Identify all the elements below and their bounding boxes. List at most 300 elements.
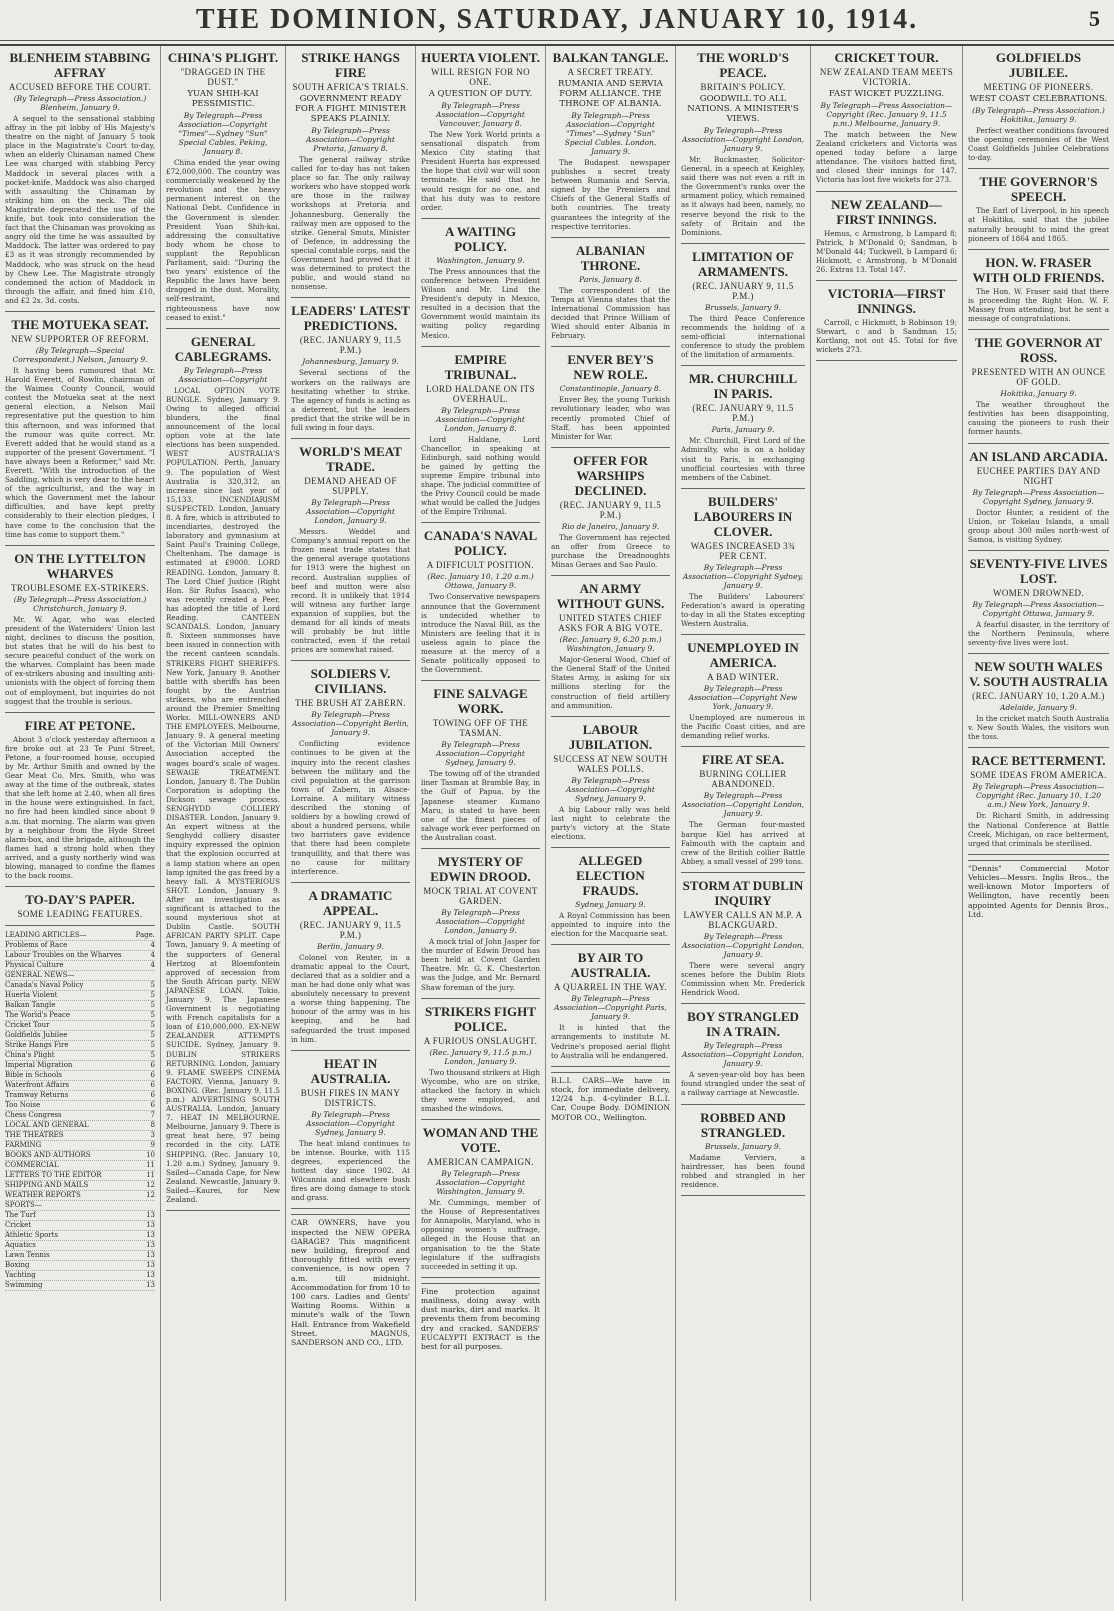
- index-entry: [5, 951, 155, 961]
- story-headline: ON THE LYTTELTON WHARVES: [14, 550, 146, 581]
- news-story: [291, 444, 410, 654]
- story-headline: WOMAN AND THE VOTE.: [422, 1125, 539, 1156]
- story-deck: NEW SUPPORTER OF REFORM.: [11, 333, 149, 344]
- story-body: The Government has rejected an offer from Greece to purchase the Dreadnoughts Minas Geraes and Sao Paulo.: [551, 532, 670, 570]
- story-dateline: By Telegraph—Press Association—Copyright Pretoria, January 8.: [306, 126, 395, 153]
- index-label: Cricket: [5, 1221, 32, 1230]
- index-label: LETTERS TO THE EDITOR: [5, 1171, 102, 1180]
- story-body: Unemployed are numerous in the Pacific Coast cities, and are demanding relief works.: [681, 713, 805, 741]
- story-divider: [816, 280, 957, 281]
- story-body: A Royal Commission has been appointed to inquire into the election for the Macquarie seat.: [551, 911, 670, 939]
- index-entry: [5, 981, 155, 991]
- story-headline: MYSTERY OF EDWIN DROOD.: [430, 854, 531, 885]
- story-body: The correspondent of the Temps at Vienna states that the International Commission has decided that Prince William of Wied should enter Albania in February.: [551, 285, 670, 341]
- story-body: Conflicting evidence continues to be given at the inquiry into the recent clashes between the military and the civil population at the garrison town of Zabern, in Alsace-Lorraine. A military witness described the stoning of soldiers by a howling crowd of about a hundred persons, while two barristers gave evidence that there had been complete tranquillity, and that there was no cause for military interference.: [291, 739, 410, 876]
- news-story: [421, 1125, 540, 1271]
- index-entry: [5, 1271, 155, 1281]
- index-entry: [5, 1091, 155, 1101]
- index-entry: [5, 1131, 155, 1141]
- story-dateline: By Telegraph—Press Association—Copyright London, January 9.: [306, 498, 395, 526]
- story-subdeck: WEST COAST CELEBRATIONS.: [969, 94, 1108, 104]
- story-body: The New York World prints a sensational dispatch from Mexico City stating that President Huerta has expressed the hope that civil war will soon terminate. He said that he would resign for no one, and that his duty was to restore order.: [421, 130, 540, 212]
- index-page: 13: [146, 1251, 155, 1260]
- story-dateline: By Telegraph—Press Association—Copyright Sydney, January 9.: [972, 487, 1105, 506]
- index-label: Athletic Sports: [5, 1231, 59, 1240]
- story-divider: [551, 944, 670, 945]
- news-story: [681, 371, 805, 481]
- story-deck: WILL RESIGN FOR NO ONE.: [430, 67, 531, 87]
- index-label: SHIPPING AND MAILS: [5, 1181, 89, 1190]
- story-divider: [681, 872, 805, 873]
- page-number: 5: [1089, 6, 1100, 31]
- story-deck: A QUARREL IN THE WAY.: [554, 982, 667, 993]
- story-divider: [421, 1119, 540, 1120]
- story-dateline: Sydney, January 9.: [575, 900, 646, 910]
- story-deck: "DRAGGED IN THE DUST.": [180, 67, 266, 87]
- story-headline: FIRE AT PETONE.: [24, 717, 136, 733]
- index-entry: [5, 1021, 155, 1031]
- story-deck: SUCCESS AT NEW SOUTH WALES POLLS.: [553, 753, 668, 774]
- index-page: 5: [150, 991, 155, 1000]
- story-dateline: Brussels, January 9.: [704, 1141, 782, 1151]
- story-divider: [421, 998, 540, 999]
- index-entry: [5, 1031, 155, 1041]
- story-headline: BLENHEIM STABBING AFFRAY: [9, 50, 151, 80]
- story-dateline: Hokitika, January 9.: [1000, 389, 1077, 399]
- index-page: 13: [146, 1241, 155, 1250]
- index-label: The World's Peace: [5, 1011, 71, 1020]
- story-headline: TO-DAY'S PAPER.: [25, 892, 135, 908]
- index-entry: [5, 1061, 155, 1071]
- story-body: In the cricket match South Australia v. New South Wales, the visitors won the toss.: [968, 714, 1109, 742]
- story-divider: [968, 747, 1109, 748]
- story-headline: BY AIR TO AUSTRALIA.: [570, 950, 651, 981]
- index-page: 13: [146, 1211, 155, 1220]
- story-deck: AMERICAN CAMPAIGN.: [427, 1157, 534, 1168]
- index-page: 5: [150, 1041, 155, 1050]
- news-story: [681, 640, 805, 740]
- news-story: [968, 556, 1109, 647]
- story-dateline: Paris, January 9.: [711, 425, 775, 435]
- index-page: 6: [150, 1101, 155, 1110]
- story-dateline: (By Telegraph—Press Association.) Hokitika, January 9.: [972, 106, 1105, 124]
- story-deck: (REC. JANUARY 9, 11.5 P.M.): [559, 499, 662, 520]
- story-deck: SOME IDEAS FROM AMERICA.: [970, 770, 1107, 781]
- index-entry: [5, 1141, 155, 1151]
- news-story: [291, 666, 410, 875]
- story-divider: [551, 237, 670, 238]
- story-body: The general railway strike called for to-day has not taken place so far. The only railway workers who have stopped work are those in the railway workshops at Pretoria and Johannesburg. Generally the railway men are opposed to the strike. General Smuts, Minister of Defence, in addressing the special constable corps, said the Government had proved that it was determined to protect the public, and would stand no nonsense.: [291, 155, 410, 292]
- index-page: 4: [150, 951, 155, 960]
- story-body: The weather throughout the festivities has been disappointing, causing the pioneers to rush their former haunts.: [968, 400, 1109, 437]
- story-dateline: By Telegraph—Press Association—Copyright Ottawa, January 9.: [972, 599, 1105, 618]
- story-divider: [551, 575, 670, 576]
- story-headline: THE WORLD'S PEACE.: [697, 50, 789, 80]
- news-story: [551, 581, 670, 710]
- story-body: Two thousand strikers at High Wycombe, who are on strike, attacked the factory in which they were employed, and smashed the windows.: [421, 1067, 540, 1113]
- news-story: [166, 334, 280, 1204]
- index-label: The Turf: [5, 1211, 36, 1220]
- index-label: THE THEATRES: [5, 1131, 64, 1140]
- story-headline: ROBBED AND STRANGLED.: [700, 1109, 786, 1140]
- index-page: 13: [146, 1231, 155, 1240]
- index-entry: [5, 1071, 155, 1081]
- story-headline: A DRAMATIC APPEAL.: [308, 887, 393, 918]
- story-deck: (REC. JANUARY 9, 11.5 P.M.): [692, 403, 794, 424]
- news-story: [5, 551, 155, 706]
- story-dateline: By Telegraph—Press Association—Copyright: [178, 365, 268, 384]
- column-2: [160, 46, 285, 1601]
- index-entry: [5, 1101, 155, 1111]
- index-entry: [5, 1221, 155, 1231]
- story-subdeck: RUMANIA AND SERVIA FORM ALLIANCE. THE THRONE OF ALBANIA.: [558, 79, 663, 109]
- story-headline: HEAT IN AUSTRALIA.: [310, 1055, 391, 1086]
- story-dateline: Washington, January 9.: [436, 255, 525, 265]
- story-dateline: Rio de Janeiro, January 9.: [561, 521, 660, 531]
- index-entry: [5, 931, 155, 941]
- story-body: The Press announces that the conference between President Wilson and Mr. Lind the President's deputy in Mexico, resulted in a decision that the Government would maintain its waiting policy regarding Mexico.: [421, 266, 540, 340]
- story-divider: [421, 680, 540, 681]
- index-entry: [5, 1011, 155, 1021]
- index-label: Lawn Tennis: [5, 1251, 50, 1260]
- story-dateline: By Telegraph—Press Association—Copyright London, January 9.: [681, 791, 805, 819]
- story-deck: (REC. JANUARY 9, 11.5 P.M.): [299, 919, 402, 940]
- column-4: [415, 46, 545, 1601]
- column-6: [675, 46, 810, 1601]
- index-entry: [5, 941, 155, 951]
- column-7: [810, 46, 962, 1601]
- news-story: [421, 352, 540, 517]
- story-dateline: By Telegraph—Press Association—Copyright London, January 9.: [436, 908, 525, 936]
- column-1: [0, 46, 160, 1601]
- index-entry: [5, 1111, 155, 1121]
- story-dateline: Brussels, January 9.: [704, 302, 782, 312]
- story-headline: LIMITATION OF ARMAMENTS.: [692, 248, 794, 279]
- index-label: Huerta Violent: [5, 991, 58, 1000]
- story-divider: [421, 346, 540, 347]
- story-headline: AN ARMY WITHOUT GUNS.: [556, 581, 665, 612]
- index-entry: [5, 1121, 155, 1131]
- index-page: 12: [146, 1181, 155, 1190]
- story-headline: UNEMPLOYED IN AMERICA.: [687, 640, 799, 671]
- story-dateline: By Telegraph—Press Association—Copyright London, January 8.: [436, 405, 525, 433]
- index-label: Canada's Naval Policy: [5, 981, 84, 990]
- story-deck: EUCHEE PARTIES DAY AND NIGHT: [976, 465, 1101, 486]
- story-divider: [551, 447, 670, 448]
- news-story: [551, 352, 670, 440]
- index-label: COMMERCIAL: [5, 1161, 59, 1170]
- story-divider: [5, 545, 155, 546]
- index-entry: [5, 1171, 155, 1181]
- index-page: 5: [150, 1021, 155, 1030]
- story-headline: STRIKE HANGS FIRE: [301, 50, 400, 80]
- news-story: [816, 286, 957, 354]
- story-deck: LAWYER CALLS AN M.P. A BLACKGUARD.: [683, 909, 803, 930]
- story-body: Madame Verviers, a hairdresser, has been found robbed and strangled in her residence.: [681, 1152, 805, 1189]
- story-divider: [291, 297, 410, 298]
- index-entry: [5, 991, 155, 1001]
- news-story: [968, 753, 1109, 847]
- story-headline: AN ISLAND ARCADIA.: [969, 448, 1108, 464]
- index-page: 5: [150, 1051, 155, 1060]
- story-divider: [5, 311, 155, 312]
- index-page: 4: [150, 941, 155, 950]
- story-body: Messrs. Weddel and Company's annual report on the frozen meat trade states that the general average quotations for 1913 were the highest on record. Australian supplies of beef and mutton were also record. It is unlikely that 1914 will witness any further large expansion of supplies, but the demand for all kinds of meats will probably be but little contracted, even if the retail prices are somewhat raised.: [291, 527, 410, 655]
- story-headline: GENERAL CABLEGRAMS.: [174, 333, 272, 364]
- story-headline: THE MOTUEKA SEAT.: [11, 316, 149, 332]
- news-story: [681, 50, 805, 237]
- story-divider: [5, 925, 155, 926]
- index-page: 5: [150, 1031, 155, 1040]
- index-label: LOCAL AND GENERAL: [5, 1121, 89, 1130]
- index-label: GENERAL NEWS—: [5, 971, 75, 980]
- story-dateline: By Telegraph—Press Association—Copyright London, January 9.: [681, 1041, 805, 1069]
- index-label: Tramway Returns: [5, 1091, 69, 1100]
- news-story: [421, 686, 540, 842]
- story-body: Major-General Wood, Chief of the General Staff of the United States Army, is asking for six millions sterling for the construction of field artillery and ammunition.: [551, 655, 670, 710]
- index-label: Physical Culture: [5, 961, 64, 970]
- story-dateline: By Telegraph—Press Association—Copyright (Rec. January 9, 11.5 p.m.) Melbourne, January 9.: [820, 101, 953, 128]
- news-story: [968, 659, 1109, 741]
- story-headline: LEADERS' LATEST PREDICTIONS.: [291, 303, 410, 334]
- story-headline: CANADA'S NAVAL POLICY.: [423, 528, 538, 559]
- index-label: Labour Troubles on the Wharves: [5, 951, 122, 960]
- story-deck: A FURIOUS ONSLAUGHT.: [423, 1035, 538, 1046]
- story-dateline: By Telegraph—Press Association—Copyright Washington, January 9.: [436, 1169, 525, 1197]
- news-story: [421, 50, 540, 212]
- index-label: WEATHER REPORTS: [5, 1191, 81, 1200]
- index-page: 6: [150, 1081, 155, 1090]
- story-dateline: By Telegraph—Press Association—Copyright "Times"—Sydney "Sun" Special Cables. Peking, January 8.: [178, 111, 268, 156]
- story-headline: BUILDERS' LABOURERS IN CLOVER.: [693, 493, 793, 539]
- index-page: 8: [150, 1121, 155, 1130]
- story-divider: [551, 847, 670, 848]
- story-deck: A DIFFICULT POSITION.: [426, 560, 535, 571]
- story-headline: VICTORIA—FIRST INNINGS.: [827, 286, 946, 317]
- story-divider: [968, 329, 1109, 330]
- story-dateline: By Telegraph—Press Association—Copyright London, January 9.: [681, 931, 805, 959]
- index-label: Bible in Schools: [5, 1071, 62, 1080]
- story-body: Dr. Richard Smith, in addressing the National Conference at Battle Creek, Michigan, on race betterment, urged that criminals be sterilised.: [968, 811, 1109, 848]
- story-body: China ended the year owing £72,000,000. The country was commercially weakened by the revolution and the heavy permanent interest on the National Debt. Confidence in the Government is slender. President Yuan Shih-kai, addressing the consultative body whom he chose to supplant the Republican Parliament, said: "During the two years' existence of the Republic the laws have been dragged in the dust. Morality, self-restraint, and righteousness have now ceased to exist.": [166, 158, 280, 322]
- story-headline: HON. W. FRASER WITH OLD FRIENDS.: [972, 254, 1105, 285]
- story-dateline: By Telegraph—Press Association—Copyright "Times"—Sydney "Sun" Special Cables. London, January 9.: [564, 111, 657, 156]
- story-divider: [681, 1104, 805, 1105]
- index-page: 7: [150, 1111, 155, 1120]
- story-deck: (REC. JANUARY 9, 11.5 P.M.): [299, 335, 402, 356]
- index-label: Chess Congress: [5, 1111, 62, 1120]
- story-dateline: (Rec. January 9, 11.5 p.m.) London, January 9.: [429, 1047, 532, 1066]
- story-body: The heat inland continues to be intense. Bourke, with 115 degrees, experienced the hottest day since 1902. At Wilcannia and elsewhere bush fires are doing damage to stock and grass.: [291, 1138, 410, 1203]
- advertisement: CAR OWNERS, have you inspected the NEW OPERA GARAGE? This magnificent new building, fireproof and thoroughly fitted with every convenience, is now open 7 a.m. till midnight. Accommodation for from 10 to 100 cars. Ladies and Gents' Waiting Rooms. Within a minute's walk of the Town Hall. Entrance from Wakefield Street. MAGNUS, SANDERSON AND CO., LTD.: [291, 1214, 410, 1347]
- story-deck: SOUTH AFRICA'S TRIALS.: [292, 82, 409, 92]
- index-label: Waterfront Affairs: [5, 1081, 70, 1090]
- story-body: Colonel von Reuter, in a dramatic appeal to the Court, declared that as a soldier and a man he had done only what was absolutely necessary to prevent a worse thing happening. The honour of the army was in his keeping, and he had safeguarded the trust imposed in him.: [291, 952, 410, 1044]
- story-divider: [421, 848, 540, 849]
- story-divider: [551, 346, 670, 347]
- story-body: Mr. Buckmaster, Solicitor-General, in a speech at Keighley, said there was not even a rift in the Government's ranks over the armament policy, which remained as it always had been, namely, no reserve beyond the risk to the safety of Britain and the Dominions.: [681, 155, 805, 237]
- index-label: Too Noise: [5, 1101, 41, 1110]
- news-story: [421, 1004, 540, 1113]
- news-story: [816, 50, 957, 185]
- index-page: 10: [146, 1151, 155, 1160]
- index-page: 13: [146, 1261, 155, 1270]
- story-deck: TOWING OFF OF THE TASMAN.: [432, 718, 529, 739]
- news-story: [5, 892, 155, 919]
- index-entry: [5, 1151, 155, 1161]
- story-dateline: Constantinople, January 8.: [559, 384, 662, 394]
- news-story: [551, 722, 670, 841]
- story-dateline: By Telegraph—Press Association—Copyright Berlin, January 9.: [292, 710, 409, 738]
- story-headline: FINE SALVAGE WORK.: [433, 686, 528, 717]
- story-headline: NEW SOUTH WALES V. SOUTH AUSTRALIA: [969, 659, 1108, 690]
- index-entry: [5, 1001, 155, 1011]
- news-story: [421, 854, 540, 992]
- index-page: Page.: [135, 931, 155, 940]
- index-page: 12: [146, 1191, 155, 1200]
- story-dateline: (By Telegraph—Press Association.) Christchurch, January 9.: [13, 594, 147, 613]
- story-deck: A BAD WINTER.: [707, 672, 779, 683]
- news-story: [968, 174, 1109, 242]
- story-headline: OFFER FOR WARSHIPS DECLINED.: [573, 452, 648, 498]
- story-divider: [681, 243, 805, 244]
- story-dateline: By Telegraph—Press Association—Copyright Sydney, January 9.: [682, 562, 804, 590]
- story-divider: [968, 168, 1109, 169]
- news-story: [5, 317, 155, 539]
- advertisement: "Dennis" Commercial Motor Vehicles—Messrs. Inglis Bros., the well-known Motor Importers of Wellington, have recently been appointed Agents for Dennis Bros., Ltd.: [968, 860, 1109, 919]
- story-deck: THE BRUSH AT ZABERN.: [295, 698, 406, 709]
- advertisement: B.L.I. CARS—We have in stock, for immediate delivery, 12/24 h.p. 4-cylinder B.L.I. Car, Coupe Body. DOMINION MOTOR CO., Wellington.: [551, 1072, 670, 1122]
- story-headline: RACE BETTERMENT.: [971, 753, 1106, 769]
- index-entry: [5, 1041, 155, 1051]
- story-divider: [968, 854, 1109, 855]
- index-entry: [5, 1211, 155, 1221]
- news-story: [681, 878, 805, 997]
- news-story: [166, 50, 280, 322]
- index-label: SPORTS—: [5, 1201, 42, 1210]
- story-subdeck: A QUESTION OF DUTY.: [428, 89, 533, 99]
- story-body: The match between the New Zealand cricketers and Victoria was opened today before a large attendance. The visitors batted first, and closed their innings for 147. Victoria has lost five wickets for 273.: [816, 130, 957, 185]
- story-body: Mr. W. Agar, who was elected president of the Watersiders' Union last night, declines to discuss the position, but states that he will do his best to secure peaceful conduct of the work on the wharves. Complaint has been made of ex-strikers abusing and insulting anti-unionists with the object of forcing them out of employment, but inquiries do not suggest that the trouble is serious.: [5, 614, 155, 706]
- story-headline: SOLDIERS V. CIVILIANS.: [310, 666, 391, 697]
- story-body: A seven-year-old boy has been found strangled under the seat of a railway carriage at Newcastle.: [681, 1070, 805, 1098]
- story-headline: MR. CHURCHILL IN PARIS.: [688, 371, 798, 402]
- news-story: [421, 224, 540, 340]
- story-body: The third Peace Conference recommends the holding of a semi-official international conference to study the problem of the limitation of armaments.: [681, 313, 805, 360]
- index-page: 11: [146, 1171, 155, 1180]
- news-story: [681, 494, 805, 628]
- story-divider: [551, 716, 670, 717]
- story-headline: THE GOVERNOR'S SPEECH.: [979, 174, 1098, 205]
- index-label: Yachting: [5, 1271, 36, 1280]
- story-deck: A SECRET TREATY.: [567, 67, 654, 77]
- story-body: Carroll, c Hickmott, b Robinson 19; Stewart, c and b Sandman 15; Kortlang, not out 45. Total for five wickets 273.: [816, 318, 957, 355]
- index-entry: [5, 1201, 155, 1211]
- story-deck: BUSH FIRES IN MANY DISTRICTS.: [300, 1087, 401, 1108]
- column-8: [962, 46, 1114, 1601]
- story-deck: BRITAIN'S POLICY.: [700, 82, 786, 92]
- news-story: [551, 243, 670, 341]
- story-dateline: By Telegraph—Press Association—Copyright Sydney, January 9.: [436, 740, 525, 768]
- news-story: [681, 1110, 805, 1189]
- index-page: 9: [150, 1141, 155, 1150]
- story-deck: ACCUSED BEFORE THE COURT.: [8, 82, 152, 92]
- index-page: 5: [150, 1011, 155, 1020]
- story-deck: DEMAND AHEAD OF SUPPLY.: [304, 476, 397, 497]
- story-deck: LORD HALDANE ON ITS OVERHAUL.: [426, 383, 535, 404]
- story-body: Mr. Cummings, member of the House of Representatives for Annapolis, Maryland, who is opposing women's suffrage, alleged in the House that an organisation to tie the State legislature if the suffragists succeeded in setting it up.: [421, 1198, 540, 1271]
- index-page: 13: [146, 1221, 155, 1230]
- story-deck: UNITED STATES CHIEF ASKS FOR A BIG VOTE.: [558, 613, 663, 634]
- story-dateline: (By Telegraph—Special Correspondent.) Nelson, January 9.: [12, 345, 148, 364]
- story-divider: [421, 1277, 540, 1278]
- news-story: [291, 303, 410, 432]
- story-dateline: By Telegraph—Press Association—Copyright Paris, January 9.: [554, 994, 667, 1022]
- news-story: [681, 1009, 805, 1097]
- story-body: The Earl of Liverpool, in his speech at Hokitika, said that the jubilee naturally brought to mind the great pioneers of 1864 and 1865.: [968, 206, 1109, 243]
- index-page: 6: [150, 1071, 155, 1080]
- story-divider: [968, 443, 1109, 444]
- story-headline: ALBANIAN THRONE.: [575, 242, 646, 273]
- index-entry: [5, 1161, 155, 1171]
- story-body: It having been rumoured that Mr. Harold Everett, of Rowlin, chairman of the Waimea County Council, would contest the Motueka seat at the next general election, a Nelson Mail representative put the question to him this afternoon, and was informed that the rumour was quite correct. Mr. Everett added that he would stand as a supporter of the present Government. "I have always been a Reformer," said Mr. Everett. "With the introduction of the Saddling, which is very dear to the heart of the agriculturist, and the way in which the Government met the labour difficulties, and have kept pretty considerably to their election pledges, I have come to the conclusion that the time has come to support them.": [5, 365, 155, 539]
- story-deck: MOCK TRIAL AT COVENT GARDEN.: [423, 886, 538, 907]
- index-label: Boxing: [5, 1261, 30, 1270]
- index-label: Aquatics: [5, 1241, 36, 1250]
- story-deck: TROUBLESOME EX-STRIKERS.: [10, 582, 150, 593]
- story-deck: MEETING OF PIONEERS.: [983, 82, 1094, 92]
- story-dateline: By Telegraph—Press Association—Copyright London, January 9.: [681, 126, 805, 153]
- story-headline: NEW ZEALAND—FIRST INNINGS.: [831, 196, 942, 227]
- story-deck: (REC. JANUARY 10, 1.20 A.M.): [972, 691, 1105, 702]
- story-body: Mr. Churchill, First Lord of the Admiralty, who is on a holiday visit to Paris, is exchanging unofficial courtesies with three members of the Cabinet.: [681, 436, 805, 482]
- story-divider: [681, 746, 805, 747]
- story-body: The Budapest newspaper publishes a secret treaty between Rumania and Servia, signed by the Premiers and Chiefs of the General Staffs of both countries. The treaty guarantees the integrity of the respective territories.: [551, 158, 670, 231]
- story-body: Hemus, c Armstrong, b Lampard 8; Patrick, b M'Donald 0; Sandman, b M'Donald 44; Tuckwell, b Lampard 6; Hickmott, c Armstrong, b M'Donald 26. Extras 13. Total 147.: [816, 228, 957, 274]
- story-dateline: (Rec. January 9, 6.20 p.m.) Washington, January 9.: [559, 635, 662, 654]
- story-headline: ENVER BEY'S NEW ROLE.: [567, 352, 654, 383]
- story-divider: [291, 1208, 410, 1209]
- story-divider: [968, 653, 1109, 654]
- news-story: [681, 249, 805, 359]
- story-divider: [551, 1066, 670, 1067]
- index-label: Cricket Tour: [5, 1021, 50, 1030]
- story-subdeck: GOVERNMENT READY FOR A FIGHT. MINISTER SPEAKS PLAINLY.: [294, 94, 407, 124]
- news-story: [5, 718, 155, 881]
- story-dateline: By Telegraph—Press Association—Copyright Sydney, January 9.: [306, 1109, 395, 1137]
- index-entry: [5, 1051, 155, 1061]
- story-body: The German four-masted barque Kiel has arrived at Falmouth with the captain and crew of the British collier Battle Abbey, a small vessel of 299 tons.: [681, 820, 805, 866]
- index-label: BOOKS AND AUTHORS: [5, 1151, 91, 1160]
- story-body: A sequel to the sensational stabbing affray in the pit lobby of His Majesty's theatre on the night of January 5 took place in the Magistrate's Court to-day, when an elderly Chinaman named Chew Lee was charged with stabbing Percy Maddock in several places with a pocket-knife. Maddock was also charged with assaulting the Chinaman by striking him on the neck. The old Magistrate deprecated the use of the knife, but took into consideration the fact that the Chinaman was provoking as angry old the time he was assaulted by Maddock. The latter was ordered to pay £3 as it was strongly recommended by Maddock, who was struck on the head by Chew Lee. The Magistrate strongly condemned the action of Maddock in through the affair, and fined him £10, and £2 2s. 3d. costs.: [5, 114, 155, 305]
- index-page: 5: [150, 981, 155, 990]
- index-page: 4: [150, 961, 155, 970]
- story-body: A big Labour rally was held last night to celebrate the party's victory at the State elections.: [551, 804, 670, 841]
- index-label: Balkan Tangle: [5, 1001, 56, 1010]
- story-dateline: By Telegraph—Press Association—Copyright Vancouver, January 8.: [436, 101, 525, 128]
- index-label: China's Plight: [5, 1051, 55, 1060]
- index-page: 6: [150, 1091, 155, 1100]
- index-label: Problems of Race: [5, 941, 68, 950]
- story-body: The Hon. W. Fraser said that there is proceeding the Right Hon. W. F. Massey from attending, but he sent a message of congratulations.: [968, 286, 1109, 324]
- news-story: [681, 752, 805, 865]
- news-story: [968, 335, 1109, 436]
- story-divider: [421, 522, 540, 523]
- story-headline: LABOUR JUBILATION.: [568, 721, 653, 752]
- story-body: Perfect weather conditions favoured the opening ceremonies of the West Coast Goldfields Jubilee Celebrations to-day.: [968, 126, 1109, 163]
- index-entry: [5, 1281, 155, 1291]
- story-deck: (REC. JANUARY 9, 11.5 P.M.): [692, 280, 794, 301]
